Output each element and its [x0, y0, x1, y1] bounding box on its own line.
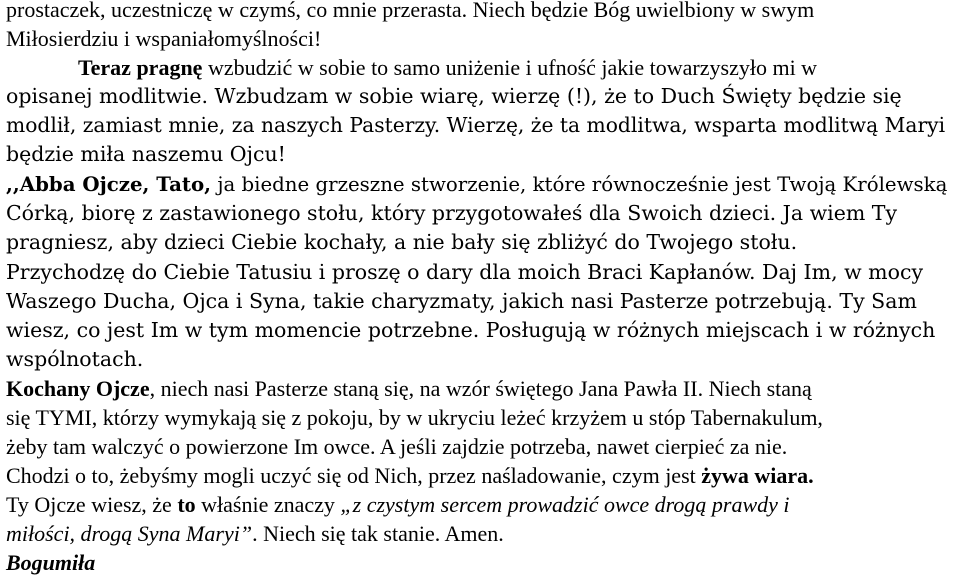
text: wspólnotach.	[6, 347, 144, 371]
text: pragniesz, aby dzieci Ciebie kochały, a nie bały się zbliżyć do Twojego stołu.	[6, 230, 798, 254]
italic-quote: „z czystym sercem prowadzić owce drogą prawdy i	[340, 492, 790, 517]
text: Chodzi o to, żebyśmy mogli uczyć się od Nich, przez naśladowanie, czym jest	[6, 463, 702, 488]
text-line	[6, 287, 917, 316]
text-line	[6, 140, 286, 169]
text: właśnie znaczy	[195, 492, 341, 517]
text-line	[6, 170, 947, 199]
signature-line	[6, 548, 95, 577]
text-line	[6, 82, 902, 111]
text-line	[6, 403, 823, 432]
text: . Niech się tak stanie. Amen.	[252, 521, 504, 546]
bold-text: to	[177, 492, 196, 517]
bold-text: żywa wiara.	[701, 463, 814, 488]
text: Ty Ojcze wiesz, że	[6, 492, 178, 517]
text: Przychodzę do Ciebie Tatusiu i proszę o dary dla moich Braci Kapłanów. Daj Im, w mocy	[6, 260, 924, 284]
text-line	[6, 432, 787, 461]
text-line	[6, 519, 504, 548]
text-line	[6, 0, 814, 24]
text: Córką, biorę z zastawionego stołu, który przygotowałeś dla Swoich dzieci. Ja wiem Ty	[6, 201, 898, 225]
text: , niech nasi Pasterze staną się, na wzór świętego Jana Pawła II. Niech staną	[149, 376, 812, 401]
text: Waszego Ducha, Ojca i Syna, takie charyzmaty, jakich nasi Pasterze potrzebują. Ty Sam	[6, 289, 917, 313]
bold-text: ,,Abba Ojcze, Tato,	[6, 172, 212, 196]
text-line	[6, 258, 923, 287]
text: wzbudzić w sobie to samo uniżenie i ufność jakie towarzyszyło mi w	[202, 55, 818, 80]
text: ja biedne grzeszne stworzenie, które równocześnie jest Twoją Królewską	[211, 173, 948, 196]
text: Miłosierdziu i wspaniałomyślności!	[6, 26, 322, 51]
text-line	[6, 228, 797, 257]
text: będzie miła naszemu Ojcu!	[6, 142, 286, 166]
text-line	[6, 24, 321, 53]
text: opisanej modlitwie. Wzbudzam w sobie wiarę, wierzę (!), że to Duch Święty będzie się	[6, 84, 902, 108]
text-line	[78, 53, 817, 82]
text-line	[6, 111, 945, 140]
text-line	[6, 316, 935, 345]
text: żeby tam walczyć o powierzone Im owce. A jeśli zajdzie potrzeba, nawet cierpieć za nie.	[6, 434, 788, 459]
text-line	[6, 374, 812, 403]
italic-quote: miłości, drogą Syna Maryi”	[6, 521, 253, 546]
text: się TYMI, którzy wymykają się z pokoju, by w ukryciu leżeć krzyżem u stóp Tabernakulum,	[6, 405, 823, 430]
text: wiesz, co jest Im w tym momencie potrzebne. Posługują w różnych miejscach i w różnych	[6, 318, 936, 342]
text: prostaczek, uczestniczę w czymś, co mnie przerasta. Niech będzie Bóg uwielbiony w swym	[6, 0, 815, 22]
text-line	[6, 461, 814, 490]
bold-text: Kochany Ojcze	[6, 376, 150, 401]
signature: Bogumiła	[6, 550, 96, 575]
text-line	[6, 199, 897, 228]
bold-text: Teraz pragnę	[78, 55, 203, 80]
text: modlił, zamiast mnie, za naszych Pasterzy. Wierzę, że ta modlitwa, wsparta modlitwą Maryi	[6, 113, 946, 137]
text-line	[6, 490, 790, 519]
text-line	[6, 345, 143, 374]
